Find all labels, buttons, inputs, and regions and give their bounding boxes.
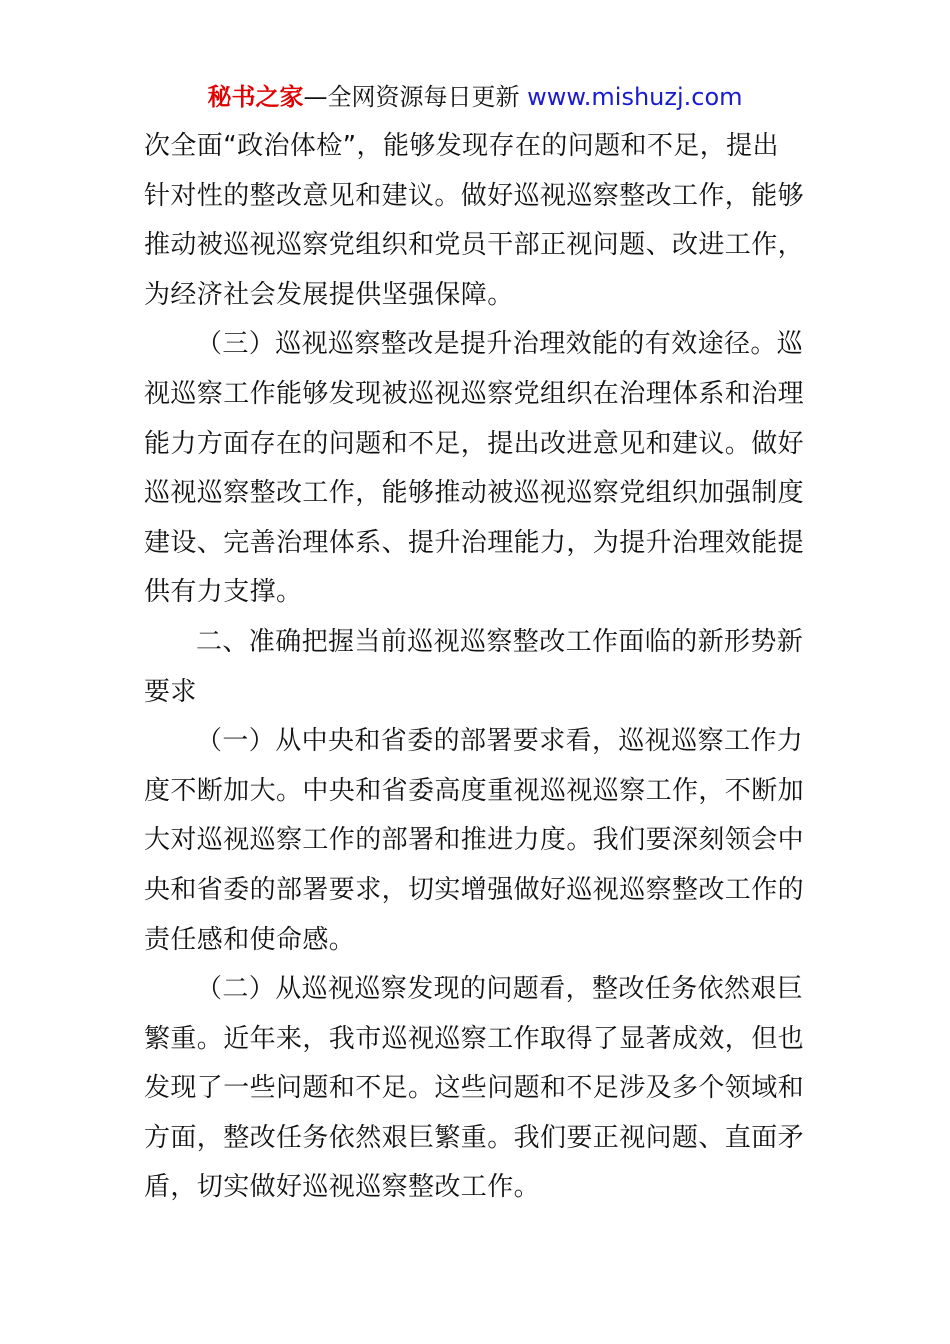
text-line: 巡视巡察整改工作，能够推动被巡视巡察党组织加强制度 [144, 478, 805, 509]
page-header [0, 80, 950, 114]
text-line: 责任感和使命感。 [144, 924, 356, 955]
text-line: 建设、完善治理体系、提升治理能力，为提升治理效能提 [144, 527, 805, 558]
text-line: 度不断加大。中央和省委高度重视巡视巡察工作，不断加 [144, 775, 805, 806]
text-line: 供有力支撑。 [144, 577, 303, 608]
text-line: 针对性的整改意见和建议。做好巡视巡察整改工作，能够 [144, 180, 805, 211]
text-line: （二）从巡视巡察发现的问题看，整改任务依然艰巨 [196, 974, 804, 1005]
section-heading-continued: 要求 [144, 676, 197, 707]
text-line: 大对巡视巡察工作的部署和推进力度。我们要深刻领会中 [144, 825, 805, 856]
text-line: 推动被巡视巡察党组织和党员干部正视问题、改进工作， [144, 230, 805, 261]
text-line: 央和省委的部署要求，切实增强做好巡视巡察整改工作的 [144, 874, 805, 905]
site-slogan: —全网资源每日更新 [303, 83, 528, 111]
text-line: 繁重。近年来，我市巡视巡察工作取得了显著成效，但也 [144, 1023, 805, 1054]
text-line: 次全面“政治体检”，能够发现存在的问题和不足，提出 [144, 131, 779, 161]
text-line: （三）巡视巡察整改是提升治理效能的有效途径。巡 [196, 329, 804, 360]
text-line: 为经济社会发展提供坚强保障。 [144, 279, 514, 310]
text-line: 方面，整改任务依然艰巨繁重。我们要正视问题、直面矛 [144, 1122, 805, 1153]
document-body [144, 122, 808, 1213]
text-line: 盾，切实做好巡视巡察整改工作。 [144, 1172, 541, 1203]
site-url[interactable]: www.mishuzj.com [527, 83, 743, 111]
site-brand: 秘书之家 [207, 83, 304, 111]
text-line: 能力方面存在的问题和不足，提出改进意见和建议。做好 [144, 428, 805, 459]
text-line: 发现了一些问题和不足。这些问题和不足涉及多个领域和 [144, 1073, 805, 1104]
text-line: 视巡察工作能够发现被巡视巡察党组织在治理体系和治理 [144, 378, 805, 409]
text-line: （一）从中央和省委的部署要求看，巡视巡察工作力 [196, 726, 804, 757]
section-heading: 二、准确把握当前巡视巡察整改工作面临的新形势新 [196, 626, 804, 657]
